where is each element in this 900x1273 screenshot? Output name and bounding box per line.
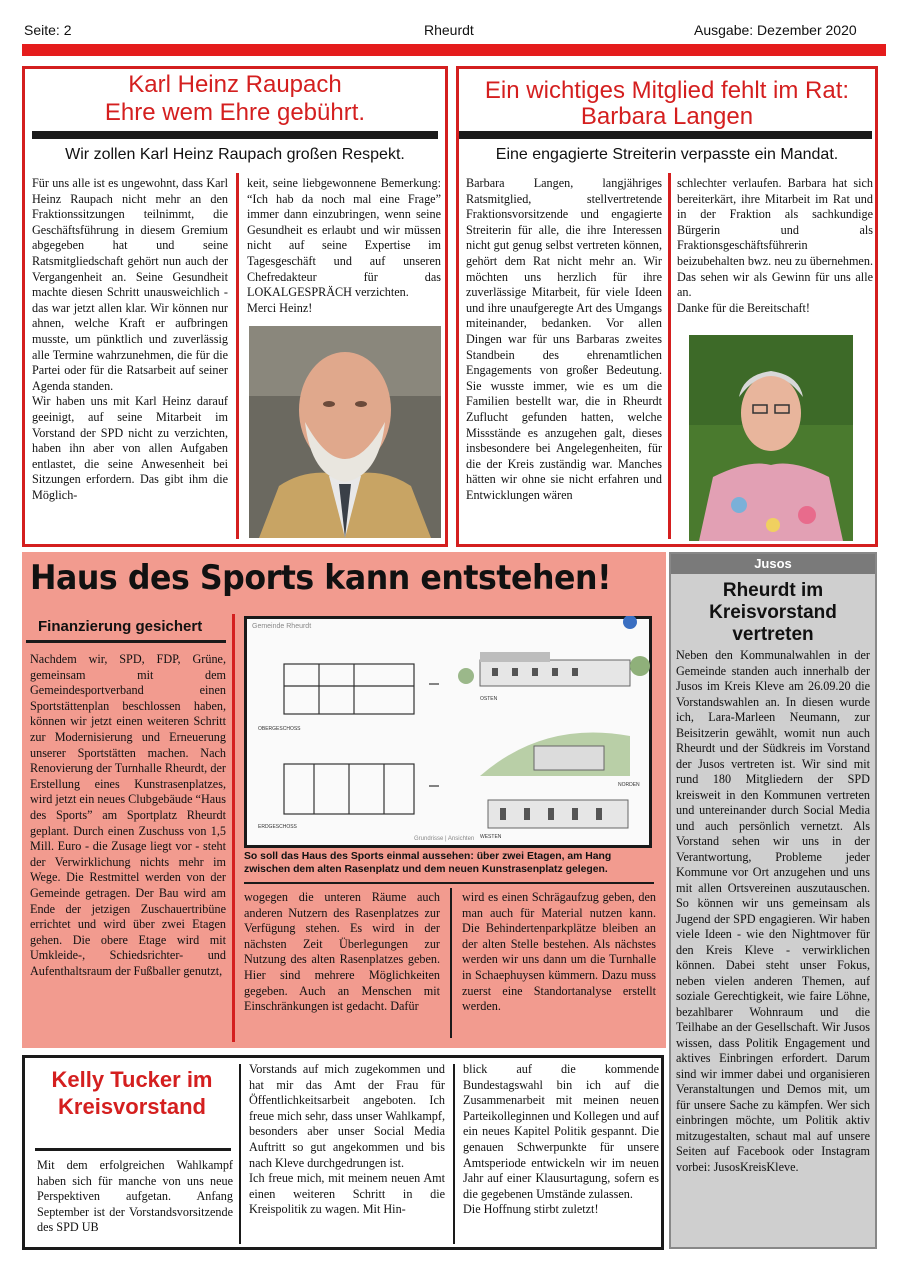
raupach-column-2: keit, seine liebgewonnene Bemerkung: “Ich hab da noch mal eine Frage” immer dann einzubringen, wenn seine Gesundheit es erlaubt und wir müssen nicht auf seine Expertise im Tagesgeschäft und auf unseren Chefredakteur für das LOKALGESPRÄCH verzichten. Merci Heinz! — [247, 176, 441, 315]
langen-subtitle: Eine engagierte Streiterin verpasste ein Mandat. — [495, 146, 839, 163]
langen-divider — [459, 131, 872, 139]
sport-column-2: wogegen die unteren Räume auch anderen Nutzern des Rasenplatzes zur Verfügung stehen. Es wird in der nächsten Zeit Überlegungen zur Nutzung des alten Rasenplatzes geben. Hier sind mehrere Möglichkeiten gegeben. Auch an Menschen mit Einschränkungen ist gedacht. Dafür — [244, 890, 440, 1014]
raupach-title-line1: Karl Heinz Raupach — [128, 71, 342, 98]
langen-photo — [689, 335, 853, 541]
sport-article — [22, 552, 666, 1048]
langen-column-2: schlechter verlaufen. Barbara hat sich bereiterkärt, ihre Mitarbeit im Rat und in der Fraktion als sachkundige Bürgerin und als Fraktionsgeschäftsführerin beizubehalten bwz. neu zu übernehmen. Das sehen wir als Gewinn für uns alle an. Danke für die Bereitschaft! — [677, 176, 873, 315]
sport-rule-1 — [232, 614, 235, 1042]
header-red-bar — [22, 44, 886, 56]
sport-kicker-rule — [26, 640, 226, 643]
jusos-tag: Jusos — [671, 554, 875, 574]
sport-headline: Haus des Sports kann entstehen! — [30, 558, 612, 598]
plan-osten-label: OSTEN — [480, 696, 498, 702]
langen-column-1: Barbara Langen, langjähriges Ratsmitglied, stellvertretende Fraktionsvorsitzende und engagierte Streiterin für alle, die ihre Interessen nicht gut genug selbst vertreten können, gehört dem Rat nicht mehr an. Wir möchten uns herzlich für ihre zuverlässige Mitarbeit, für viele Ideen und ihre unaufgeregte Art des Umgangs miteinander, bedanken. Vor allen Dingen war für uns Barbaras zweites Standbein des ehrenamtlichen Engagements von großer Bedeutung. Sie wusste immer, wie es um die Familien bestellt war, die in Rheurdt Zuflucht gefunden hatten, welche Missstände es anzugehen galt, dieses insbesondere bei Angelegenheiten, für die der Kreis zuständig war. Manches hätten wir ohne sie nicht erfahren und Entwicklungen wären — [466, 176, 662, 502]
tucker-column-1: Mit dem erfolgreichen Wahlkampf haben sich für manche von uns neue Perspektiven aufgetan. Anfang September ist der Vorstandsvorsitzende des SPD UB — [37, 1158, 233, 1235]
sport-kicker: Finanzierung gesichert — [38, 618, 203, 635]
plan-eg-label: ERDGESCHOSS — [258, 824, 297, 830]
raupach-article — [22, 66, 448, 547]
sport-floorplan-image — [244, 616, 652, 848]
tucker-article — [22, 1055, 664, 1250]
plan-gemeinde-label: Gemeinde Rheurdt — [252, 623, 312, 630]
jusos-title: Rheurdt im Kreisvorstand vertreten — [709, 580, 837, 645]
plan-og-label: OBERGESCHOSS — [258, 726, 301, 732]
sport-caption-rule — [244, 882, 654, 884]
page-number: Seite: 2 — [24, 22, 72, 38]
sport-rule-2 — [450, 888, 452, 1038]
plan-footer-label: Grundrisse | Ansichten — [414, 836, 475, 842]
sport-caption: So soll das Haus des Sports einmal aussehen: über zwei Etagen, am Hang zwischen dem alten Rasenplatz und dem neuen Kunstrasenplatz gelegen. — [244, 851, 612, 875]
raupach-subtitle: Wir zollen Karl Heinz Raupach großen Respekt. — [65, 146, 405, 163]
langen-title-line1: Ein wichtiges Mitglied fehlt im Rat: — [484, 77, 850, 104]
tucker-rule-2 — [453, 1064, 455, 1244]
jusos-body: Neben den Kommunalwahlen in der Gemeinde standen auch innerhalb der Jusos im Kreis Kleve am 26.09.20 die Vorstandswahlen an. In diesen wurde ich, Lara-Marleen Neumann, zur Beisitzerin gewählt, womit nun auch Rheurdt und der Südkreis im Vorstand der Jusos vertreten ist. Wir sind mit rund 180 Mitgliedern der SPD kreisweit in den Kommunen vertreten und untereinander durch Social Media und auch persönlich vernetzt. Als Vorstand sehen wir uns in der Verantwortung, Probleme jeder Kommune vor Ort anzugehen und uns mit allen Ortsvereinen auszutauschen. So können wir uns gemeinsam als Jugend der SPD engagieren. Wir haben viele Ideen - wie den Nightmover für den Kreis Kleve - verwirklichen können. Dabei steht unser Fokus, neben vielen anderen Themen, auf soziale Gerechtigkeit, wie faire Löhne, bezahlbarer Wohnraum und die Teilhabe an der Gesellschaft. Wir Jusos wissen, dass Politik Engagement und aktives Einbringen erfordert. Darum sind wir immer dabei und organisieren Veranstaltungen und Demos mit, um für unsere Sache zu kämpfen. Wer sich einbringen möchte, um Politik aktiv mitzugestalten, schaut mal auf unsere Seiten auf Facebook oder Instagram vorbei: JusosKreisKleve. — [676, 648, 870, 1174]
sport-column-1: Nachdem wir, SPD, FDP, Grüne, gemeinsam mit dem Gemeindesportverband einen Sportstättenplan beschlossen haben, können wir jetzt einen weiteren Schritt zur Modernisierung und Erneuerung unserer Sportstätten machen. Nach Renovierung der Turnhalle Rheurdt, der Erstellung eines Kunstrasenplatzes, wird jetzt ein neues Clubgebäude “Haus des Sports” am Sportplatz Rheurdt geplant. Durch einen Zuschuss von 1,5 Mill. Euro - die Zusage liegt vor - steht der Verwirklichung nichts mehr im Wege. Die Restmittel werden von der Gemeinde getragen. Der Bau wird am Ende der jetzigen Zuschauertribüne errichtet und wird über zwei Etagen gehen. Die obere Etage wird mit Umkleide-, Schiedsrichter- und Aufenthaltsraum der Fußballer genutzt, — [30, 652, 226, 978]
raupach-title-line2: Ehre wem Ehre gebührt. — [104, 99, 366, 126]
langen-article — [456, 66, 878, 547]
issue-date: Ausgabe: Dezember 2020 — [694, 22, 857, 38]
town-name: Rheurdt — [424, 22, 474, 38]
plan-norden-label: NORDEN — [618, 782, 640, 788]
langen-title-line2: Barbara Langen — [580, 103, 754, 130]
plan-westen-label: WESTEN — [480, 834, 502, 840]
tucker-rule-1 — [239, 1064, 241, 1244]
raupach-column-1: Für uns alle ist es ungewohnt, dass Karl Heinz Raupach nicht mehr an den Fraktionssitzungen teilnimmt, die Geschäftsführung in diesem Gremium abgegeben hat und seine Ratsmitgliedschaft gehört nun auch der Vergangenheit an. Seine Gesundheit machte diesen Schritt unausweichlich - das war jetzt allen klar. Wir können nur ahnen, welche Kraft er aufbringen musste, um pünktlich und zuverlässig alle Termine wahrzunehmen, die für die Partei oder für die Ratsarbeit auf seiner Agenda standen. Wir haben uns mit Karl Heinz darauf geeinigt, auf seine Mitarbeit im Vorstand der SPD nicht zu verzichten, haben ihn aber von allen Aufgaben entlastet, die seine Anwesenheit bei Sitzungen erfordern. Das gibt ihm die Möglich- — [32, 176, 228, 502]
tucker-title: Kelly Tucker im Kreisvorstand — [51, 1067, 213, 1119]
tucker-title-rule — [35, 1148, 231, 1151]
raupach-divider — [32, 131, 438, 139]
tucker-column-2: Vorstands auf mich zugekommen und hat mir das Amt der Frau für Öffentlichkeitsarbeit angeboten. Ich freue mich sehr, dass unser Wahlkampf, besonders aber unser Social Media Auftritt so gut angekommen und bis nach Kleve durchgedrungen ist. Ich freue mich, mit meinem neuen Amt einen weiteren Schritt in die Kreispolitik zu wagen. Mit Hin- — [249, 1062, 445, 1217]
langen-column-rule — [668, 173, 671, 539]
tucker-column-3: blick auf die kommende Bundestagswahl bin ich auf die Zusammenarbeit mit meinen neuen Parteikolleginnen und Kollegen und auf ein neues Kapitel Politik gespannt. Die genauen Schwerpunkte für unsere Amtsperiode entwickeln wir im neuen Jahr auf einer Klausurtagung, sofern es die gegebenen Umstände zulassen. Die Hoffnung stirbt zuletzt! — [463, 1062, 659, 1217]
raupach-photo — [249, 326, 441, 538]
sport-column-3: wird es einen Schrägaufzug geben, den man auch für Material nutzen kann. Die Behindertenparkplätze bleiben an der alten Stelle bestehen. Als nächstes werden wir uns dann um die Turnhalle in Schaephuysen kümmern. Dazu muss zuerst eine Standortanalyse erstellt werden. — [462, 890, 656, 1014]
jusos-sidebar — [669, 552, 877, 1249]
raupach-column-rule — [236, 173, 239, 539]
